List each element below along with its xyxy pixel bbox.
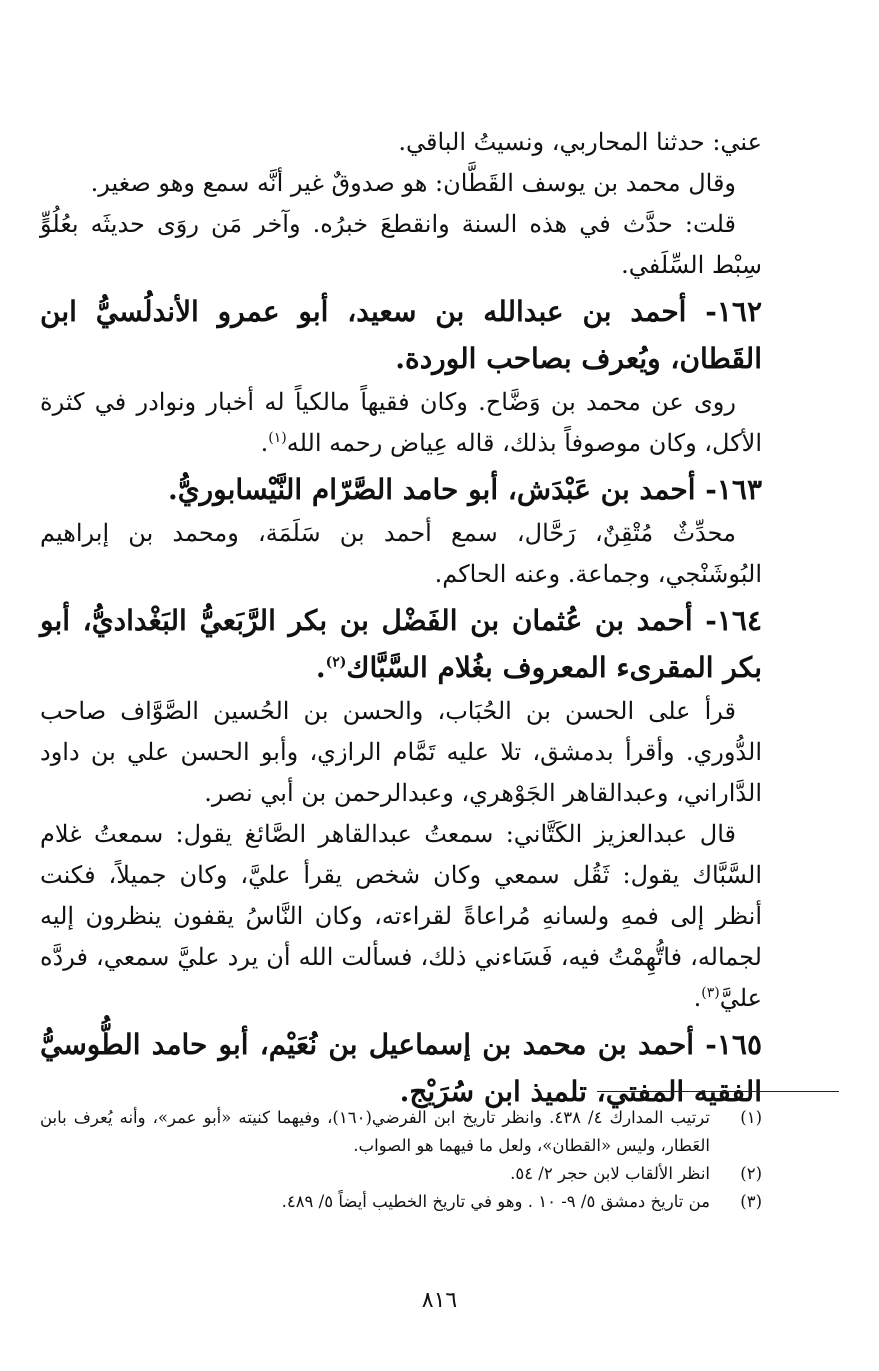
footnote-1 bbox=[40, 1104, 762, 1160]
paragraph-author-note: قلت: حدَّث في هذه السنة وانقطعَ خبرُه. وآخر مَن روَى حديثَه بعُلُوٍّ سِبْط السِّلَفي. bbox=[40, 210, 762, 279]
footnote-ref-1: (١) bbox=[268, 430, 287, 446]
entry-163-title: ١٦٣- أحمد بن عَبْدَش، أبو حامد الصَّرّام النَّيْسابوريُّ. bbox=[167, 473, 762, 506]
page-body bbox=[40, 122, 762, 1115]
entry-164-title-text: ١٦٤- أحمد بن عُثمان بن الفَضْل بن بكر الرَّبَعيُّ البَغْداديُّ، أبو بكر المقرىء المعروف بغُلام السَّبَّاك bbox=[40, 604, 762, 684]
footnote-number: (١) bbox=[740, 1108, 762, 1127]
footnote-3 bbox=[40, 1188, 762, 1216]
entry-165-title: ١٦٥- أحمد بن محمد بن إسماعيل بن نُعَيْم، أبو حامد الطُّوسيُّ الفقيه المفتي، تلميذ ابن سُرَيْج. bbox=[40, 1028, 762, 1108]
entry-162-title: ١٦٢- أحمد بن عبدالله بن سعيد، أبو عمرو الأندلُسيُّ ابن القَطان، ويُعرف بصاحب الوردة. bbox=[40, 295, 762, 375]
footnote-number: (٢) bbox=[740, 1164, 762, 1183]
page-number: ٨١٦ bbox=[421, 1288, 458, 1313]
entry-164-body-1: قرأ على الحسن بن الحُبَاب، والحسن بن الحُسين الصَّوَّاف صاحب الدُّوري. وأقرأ بدمشق، تلا عليه تَمَّام الرازي، وأبو الحسن علي بن داود الدَّاراني، وعبدالقاهر الجَوْهري، وعبدالرحمن بن أبي نصر. bbox=[40, 697, 762, 807]
footnote-ref-2: (٢) bbox=[325, 654, 347, 671]
footnote-text: ترتيب المدارك ٤/ ٤٣٨. وانظر تاريخ ابن الفرضي(١٦٠)، وفيهما كنيته «أبو عمر»، وأنه يُعرف بابن العَطار، وليس «القطان»، ولعل ما فيهما هو الصواب. bbox=[40, 1108, 710, 1155]
entry-162-body: روى عن محمد بن وَضَّاح. وكان فقيهاً مالكياً له أخبار ونوادر في كثرة الأكل، وكان موصوفاً بذلك، قاله عِياض رحمه الله$^{(١)}$. bbox=[40, 388, 762, 457]
footnote-text: انظر الألقاب لابن حجر ٢/ ٥٤. bbox=[510, 1164, 710, 1183]
entry-162-text: روى عن محمد بن وَضَّاح. وكان فقيهاً مالكياً له أخبار ونوادر في كثرة الأكل، وكان موصوفاً بذلك، قاله عِياض رحمه الله bbox=[40, 388, 762, 457]
footnotes bbox=[40, 1092, 762, 1216]
footnote-text: من تاريخ دمشق ٥/ ٩- ١٠ . وهو في تاريخ الخطيب أيضاً ٥/ ٤٨٩. bbox=[281, 1192, 710, 1211]
entry-164-body-2: قال عبدالعزيز الكَتَّاني: سمعتُ عبدالقاهر الصَّائغ يقول: سمعتُ غلام السَّبَّاك يقول: ثَقُل سمعي وكان شخص يقرأ عليَّ، وكان جميلاً، فكنت أنظر إلى فمهِ ولسانهِ مُراعاةً لقراءته، وكان النَّاسُ يقفون ينظرون إليه لجماله، فاتُّهِمْتُ فيه، فَسَاءني ذلك، فسألت الله أن يرد عليَّ سمعي، فردَّه عليَّ$^{(٣)}$. bbox=[40, 820, 762, 1012]
footnote-number: (٣) bbox=[740, 1192, 762, 1211]
entry-164-body-2-text: قال عبدالعزيز الكَتَّاني: سمعتُ عبدالقاهر الصَّائغ يقول: سمعتُ غلام السَّبَّاك يقول: ثَقُل سمعي وكان شخص يقرأ عليَّ، وكان جميلاً، فكنت أنظر إلى فمهِ ولسانهِ مُراعاةً لقراءته، وكان النَّاسُ يقفون ينظرون إليه لجماله، فاتُّهِمْتُ فيه، فَسَاءني ذلك، فسألت الله أن يرد عليَّ سمعي، فردَّه عليَّ bbox=[40, 820, 762, 1012]
entry-164-title: ١٦٤- أحمد بن عُثمان بن الفَضْل بن بكر الرَّبَعيُّ البَغْداديُّ، أبو بكر المقرىء المعروف بغُلام السَّبَّاك$^{(٢)}$. bbox=[40, 604, 762, 684]
paragraph-qattan-quote: وقال محمد بن يوسف القَطَّان: هو صدوقٌ غير أنَّه سمع وهو صغير. bbox=[90, 169, 736, 197]
footnote-ref-3: (٣) bbox=[701, 985, 720, 1001]
paragraph-continuation: عني: حدثنا المحاربي، ونسيتُ الباقي. bbox=[398, 128, 762, 156]
footnote-2 bbox=[40, 1160, 762, 1188]
entry-163-body: محدِّثٌ مُتْقِنٌ، رَحَّال، سمع أحمد بن سَلَمَة، ومحمد بن إبراهيم البُوشَنْجي، وجماعة. وعنه الحاكم. bbox=[40, 519, 762, 588]
